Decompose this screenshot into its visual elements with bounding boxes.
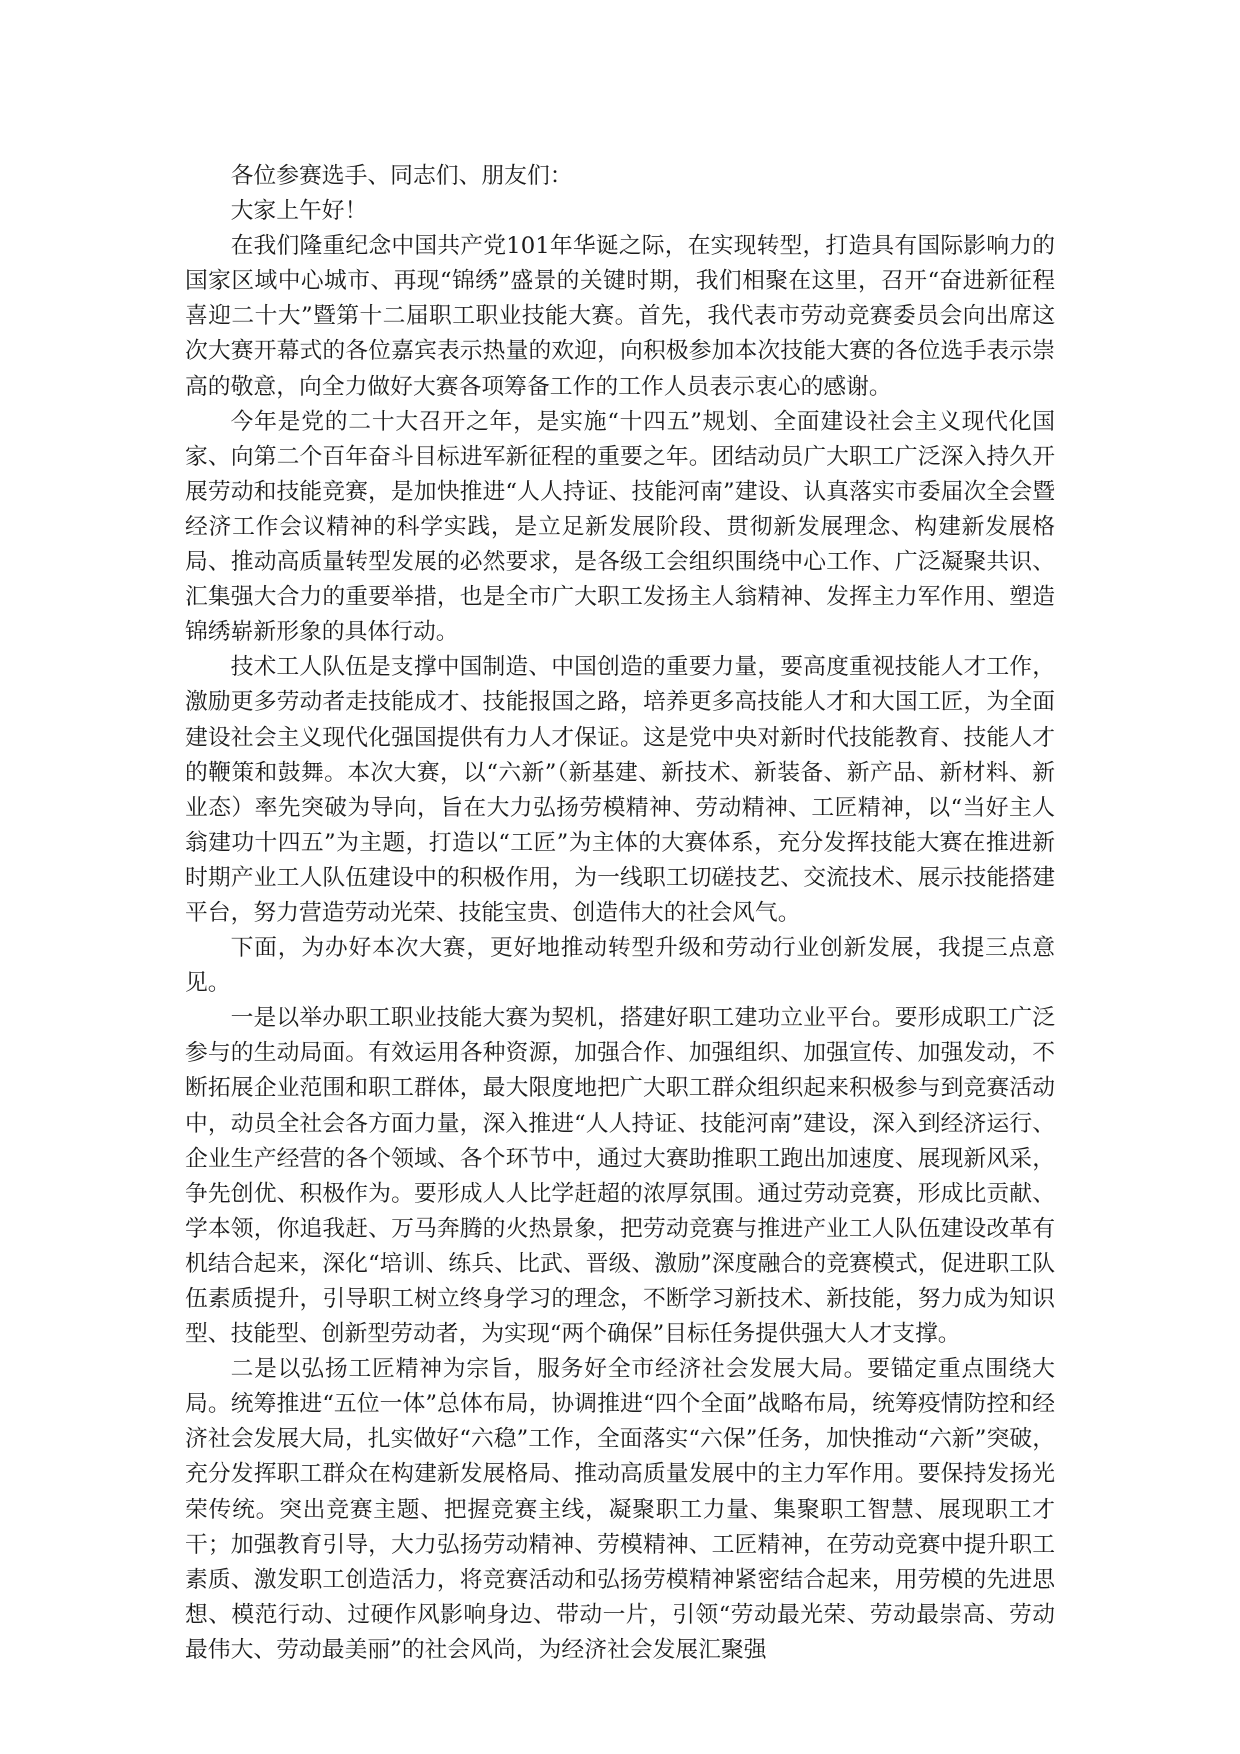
paragraph-significance: 今年是党的二十大召开之年，是实施“十四五”规划、全面建设社会主义现代化国家、向第二个百年奋斗目标进军新征程的重要之年。团结动员广大职工广泛深入持久开展劳动和技能竞赛，是加快推进“人人持证、技能河南”建设、认真落实市委届次全会暨经济工作会议精神的科学实践，是立足新发展阶段、贯彻新发展理念、构建新发展格局、推动高质量转型发展的必然要求，是各级工会组织围绕中心工作、广泛凝聚共识、汇集强大合力的重要举措，也是全市广大职工发扬主人翁精神、发挥主力军作用、塑造锦绣崭新形象的具体行动。 [185,408,1055,646]
greeting: 大家上午好！ [230,198,368,225]
speech-text [185,159,1055,1668]
paragraph-opening: 在我们隆重纪念中国共产党101年华诞之际，在实现转型，打造具有国际影响力的国家区域中心城市、再现“锦绣”盛景的关键时期，我们相聚在这里，召开“奋进新征程 喜迎二十大”暨第十二届职工职业技能大赛。首先，我代表市劳动竞赛委员会向出席这次大赛开幕式的各位嘉宾表示热量的欢迎，向积极参加本次技能大赛的各位选手表示崇高的敬意，向全力做好大赛各项筹备工作的工作人员表示衷心的感谢。 [185,233,1055,400]
paragraph-point-two: 二是以弘扬工匠精神为宗旨，服务好全市经济社会发展大局。要锚定重点围绕大局。统筹推进“五位一体”总体布局，协调推进“四个全面”战略布局，统筹疫情防控和经济社会发展大局，扎实做好“六稳”工作，全面落实“六保”任务，加快推动“六新”突破，充分发挥职工群众在构建新发展格局、推动高质量发展中的主力军作用。要保持发扬光荣传统。突出竞赛主题、把握竞赛主线，凝聚职工力量、集聚职工智慧、展现职工才干；加强教育引导，大力弘扬劳动精神、劳模精神、工匠精神，在劳动竞赛中提升职工素质、激发职工创造活力，将竞赛活动和弘扬劳模精神紧密结合起来，用劳模的先进思想、模范行动、过硬作风影响身边、带动一片，引领“劳动最光荣、劳动最崇高、劳动最伟大、劳动最美丽”的社会风尚，为经济社会发展汇聚强 [185,1356,1055,1663]
salutation: 各位参赛选手、同志们、朋友们： [230,163,573,189]
paragraph-point-one: 一是以举办职工职业技能大赛为契机，搭建好职工建功立业平台。要形成职工广泛参与的生动局面。有效运用各种资源，加强合作、加强组织、加强宣传、加强发动，不断拓展企业范围和职工群体，最大限度地把广大职工群众组织起来积极参与到竞赛活动中，动员全社会各方面力量，深入推进“人人持证、技能河南”建设，深入到经济运行、企业生产经营的各个领域、各个环节中，通过大赛助推职工跑出加速度、展现新风采，争先创优、积极作为。要形成人人比学赶超的浓厚氛围。通过劳动竞赛，形成比贡献、学本领，你追我赶、万马奔腾的火热景象，把劳动竞赛与推进产业工人队伍建设改革有机结合起来，深化“培训、练兵、比武、晋级、激励”深度融合的竞赛模式，促进职工队伍素质提升，引导职工树立终身学习的理念，不断学习新技术、新技能，努力成为知识型、技能型、创新型劳动者，为实现“两个确保”目标任务提供强大人才支撑。 [185,1005,1055,1348]
paragraph-transition: 下面，为办好本次大赛，更好地推动转型升级和劳动行业创新发展，我提三点意见。 [185,935,1055,997]
paragraph-skilled-workers: 技术工人队伍是支撑中国制造、中国创造的重要力量，要高度重视技能人才工作，激励更多劳动者走技能成才、技能报国之路，培养更多高技能人才和大国工匠，为全面建设社会主义现代化强国提供有力人才保证。这是党中央对新时代技能教育、技能人才的鞭策和鼓舞。本次大赛，以“六新”（新基建、新技术、新装备、新产品、新材料、新业态）率先突破为导向，旨在大力弘扬劳模精神、劳动精神、工匠精神，以“当好主人翁建功十四五”为主题，打造以“工匠”为主体的大赛体系，充分发挥技能大赛在推进新时期产业工人队伍建设中的积极作用，为一线职工切磋技艺、交流技术、展示技能搭建平台，努力营造劳动光荣、技能宝贵、创造伟大的社会风气。 [185,654,1055,926]
